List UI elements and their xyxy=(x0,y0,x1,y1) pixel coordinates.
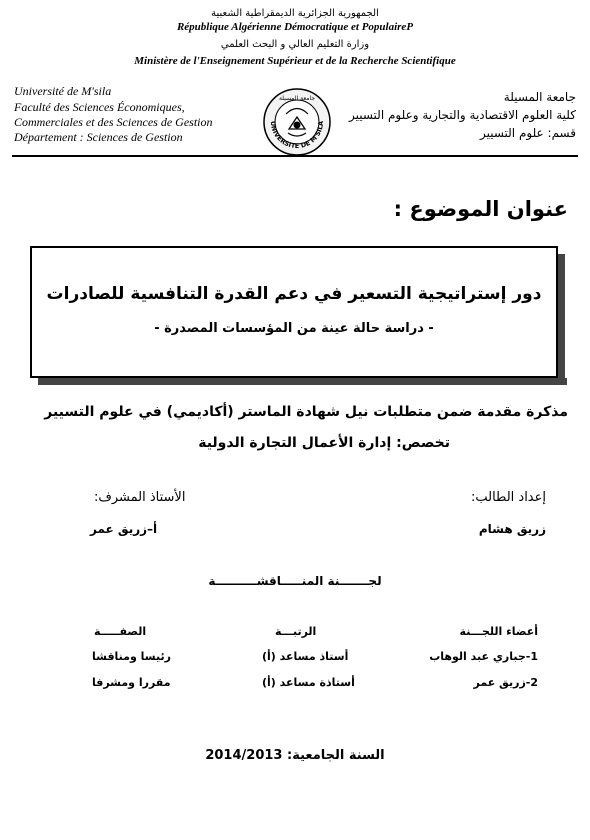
faculty-french-line-2: Commerciales et des Sciences de Gestion xyxy=(14,115,213,129)
header-divider xyxy=(12,155,578,157)
committee-row-2-member: 2-زريق عمر xyxy=(473,676,538,689)
committee-header-rank: الرتبـــة xyxy=(275,625,317,638)
university-french: Université de M'sila xyxy=(14,84,112,98)
department-french: Département : Sciences de Gestion xyxy=(14,130,183,144)
header-ministry-french: Ministère de l'Enseignement Supérieur et de la Recherche Scientifique xyxy=(134,55,456,67)
committee-header-role: الصفـــــة xyxy=(94,625,147,638)
svg-text:جامعة المسيلة: جامعة المسيلة xyxy=(278,95,316,102)
supervisor-label: الأستاذ المشرف: xyxy=(94,490,186,505)
committee-row-1-rank: أستاذ مساعد (أ) xyxy=(262,650,349,663)
committee-title: لجـــــــنة المنـــــاقشــــــــــة xyxy=(208,574,382,588)
header-republic-french: République Algérienne Démocratique et PopulaireP xyxy=(176,21,414,33)
seal-text: UNIVERSITE DE M'SILA xyxy=(268,120,326,151)
subject-heading: عنوان الموضوع : xyxy=(393,197,568,221)
faculty-arabic: كلية العلوم الاقتصادية والتجارية وعلوم التسيير xyxy=(348,108,576,122)
header-republic-arabic: الجمهورية الجزائرية الديمقراطية الشعبية xyxy=(211,8,379,19)
committee-row-1-role: رئيسا ومناقشا xyxy=(92,650,171,663)
student-name: زريق هشام xyxy=(478,522,546,536)
memoire-description: مذكرة مقدمة ضمن متطلبات نيل شهادة الماستر (أكاديمي) في علوم التسيير xyxy=(44,404,568,420)
committee-row-1-member: 1-جباري عبد الوهاب xyxy=(429,650,538,663)
supervisor-name: أ–زريق عمر xyxy=(90,522,158,536)
specialty-line: تخصص: إدارة الأعمال التجارة الدولية xyxy=(198,435,450,451)
committee-row-2-rank: أستاذة مساعد (أ) xyxy=(262,676,355,689)
thesis-subtitle: - دراسة حالة عينة من المؤسسات المصدرة - xyxy=(154,321,434,336)
title-frame xyxy=(30,246,558,378)
committee-header-members: أعضاء اللجـــنة xyxy=(459,625,538,638)
header-ministry-arabic: وزارة التعليم العالي و البحث العلمي xyxy=(220,39,370,50)
thesis-title: دور إستراتيجية التسعير في دعم القدرة التنافسية للصادرات xyxy=(46,284,542,304)
prepared-by-label: إعداد الطالب: xyxy=(470,490,546,505)
university-arabic: جامعة المسيلة xyxy=(503,90,576,104)
university-seal-logo xyxy=(262,87,332,157)
committee-row-2-role: مقررا ومشرفا xyxy=(92,676,171,689)
title-frame-shadow xyxy=(38,378,567,385)
department-arabic: قسم: علوم التسيير xyxy=(479,126,576,140)
academic-year: السنة الجامعية: 2014/2013 xyxy=(205,748,385,763)
faculty-french-line-1: Faculté des Sciences Économiques, xyxy=(14,100,185,114)
